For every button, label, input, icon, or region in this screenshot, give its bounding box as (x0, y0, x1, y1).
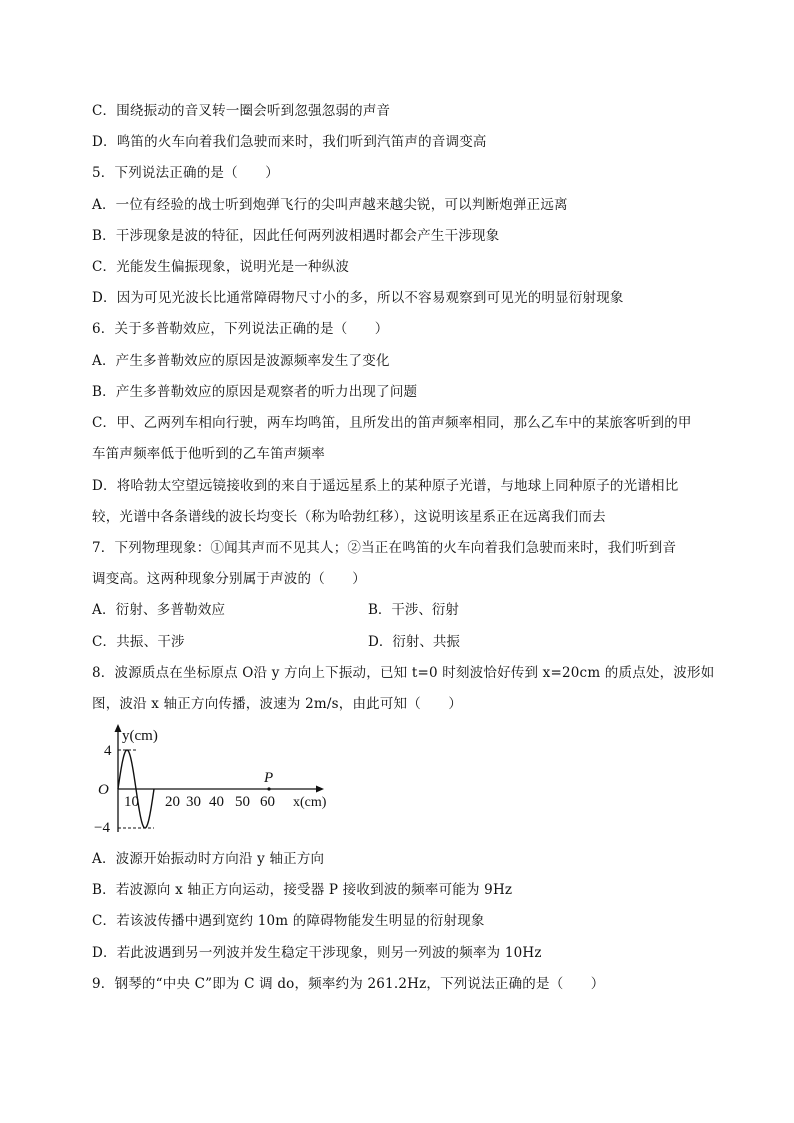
wave-graph (92, 724, 352, 836)
y-axis-arrow (115, 724, 122, 732)
question-5: 5．下列说法正确的是（ ） (92, 165, 279, 181)
option-5d: D．因为可见光波长比通常障碍物尺寸小的多，所以不容易观察到可见光的明显衍射现象 (92, 290, 624, 306)
option-6d-continued: 较，光谱中各条谱线的波长均变长（称为哈勃红移），这说明该星系正在远离我们而去 (92, 509, 606, 525)
option-8c: C．若该波传播中遇到宽约 10m 的障碍物能发生明显的衍射现象 (92, 913, 485, 929)
point-p-label: P (264, 770, 274, 786)
option-6d: D．将哈勃太空望远镜接收到的来自于遥远星系上的某种原子光谱，与地球上同种原子的光谱相比 (92, 478, 679, 494)
option-6b: B．产生多普勒效应的原因是观察者的听力出现了问题 (92, 384, 418, 400)
origin-label: O (98, 782, 109, 798)
tick-label-30: 30 (186, 794, 201, 810)
option-7d: D．衍射、共振 (368, 634, 460, 650)
option-6c: C．甲、乙两列车相向行驶，两车均鸣笛，且所发出的笛声频率相同，那么乙车中的某旅客听到的甲 (92, 415, 692, 431)
tick-label-40: 40 (209, 794, 224, 810)
question-8: 8．波源质点在坐标原点 O沿 y 方向上下振动，已知 t=0 时刻波恰好传到 x=20cm 的质点处，波形如 (92, 665, 715, 681)
y-negative-label: −4 (94, 820, 110, 836)
point-p-marker (267, 787, 270, 790)
question-9: 9．钢琴的“中央 C”即为 C 调 do，频率约为 261.2Hz，下列说法正确的是（ ） (92, 976, 605, 992)
option-6c-continued: 车笛声频率低于他听到的乙车笛声频率 (92, 446, 325, 462)
question-7-continued: 调变高。这两种现象分别属于声波的（ ） (92, 571, 366, 587)
option-5a: A．一位有经验的战士听到炮弹飞行的尖叫声越来越尖锐，可以判断炮弹正远离 (92, 197, 568, 213)
option-4c: C．围绕振动的音叉转一圈会听到忽强忽弱的声音 (92, 103, 391, 119)
y-positive-label: 4 (104, 743, 112, 759)
tick-label-20: 20 (165, 794, 180, 810)
question-8-continued: 图，波沿 x 轴正方向传播，波速为 2m/s，由此可知（ ） (92, 696, 463, 712)
y-axis-label: y(cm) (122, 728, 158, 744)
option-7b: B．干涉、衍射 (368, 602, 459, 618)
option-8a: A．波源开始振动时方向沿 y 轴正方向 (92, 851, 325, 867)
tick-label-60: 60 (260, 794, 275, 810)
tick-label-50: 50 (235, 794, 250, 810)
option-8b: B．若波源向 x 轴正方向运动，接受器 P 接收到波的频率可能为 9Hz (92, 882, 513, 898)
option-8d: D．若此波遇到另一列波并发生稳定干涉现象，则另一列波的频率为 10Hz (92, 945, 542, 961)
question-6: 6．关于多普勒效应，下列说法正确的是（ ） (92, 321, 389, 337)
x-axis-arrow (316, 786, 324, 793)
question-7: 7．下列物理现象：①闻其声而不见其人；②当正在鸣笛的火车向着我们急驶而来时，我们听到音 (92, 540, 677, 556)
option-5b: B．干涉现象是波的特征，因此任何两列波相遇时都会产生干涉现象 (92, 228, 500, 244)
option-7c: C．共振、干涉 (92, 634, 185, 650)
option-6a: A．产生多普勒效应的原因是波源频率发生了变化 (92, 353, 390, 369)
x-axis-label: x(cm) (293, 795, 327, 810)
option-4d: D．鸣笛的火车向着我们急驶而来时，我们听到汽笛声的音调变高 (92, 134, 487, 150)
tick-label-10: 10 (124, 794, 139, 810)
option-5c: C．光能发生偏振现象，说明光是一种纵波 (92, 259, 350, 275)
option-7a: A．衍射、多普勒效应 (92, 602, 226, 618)
